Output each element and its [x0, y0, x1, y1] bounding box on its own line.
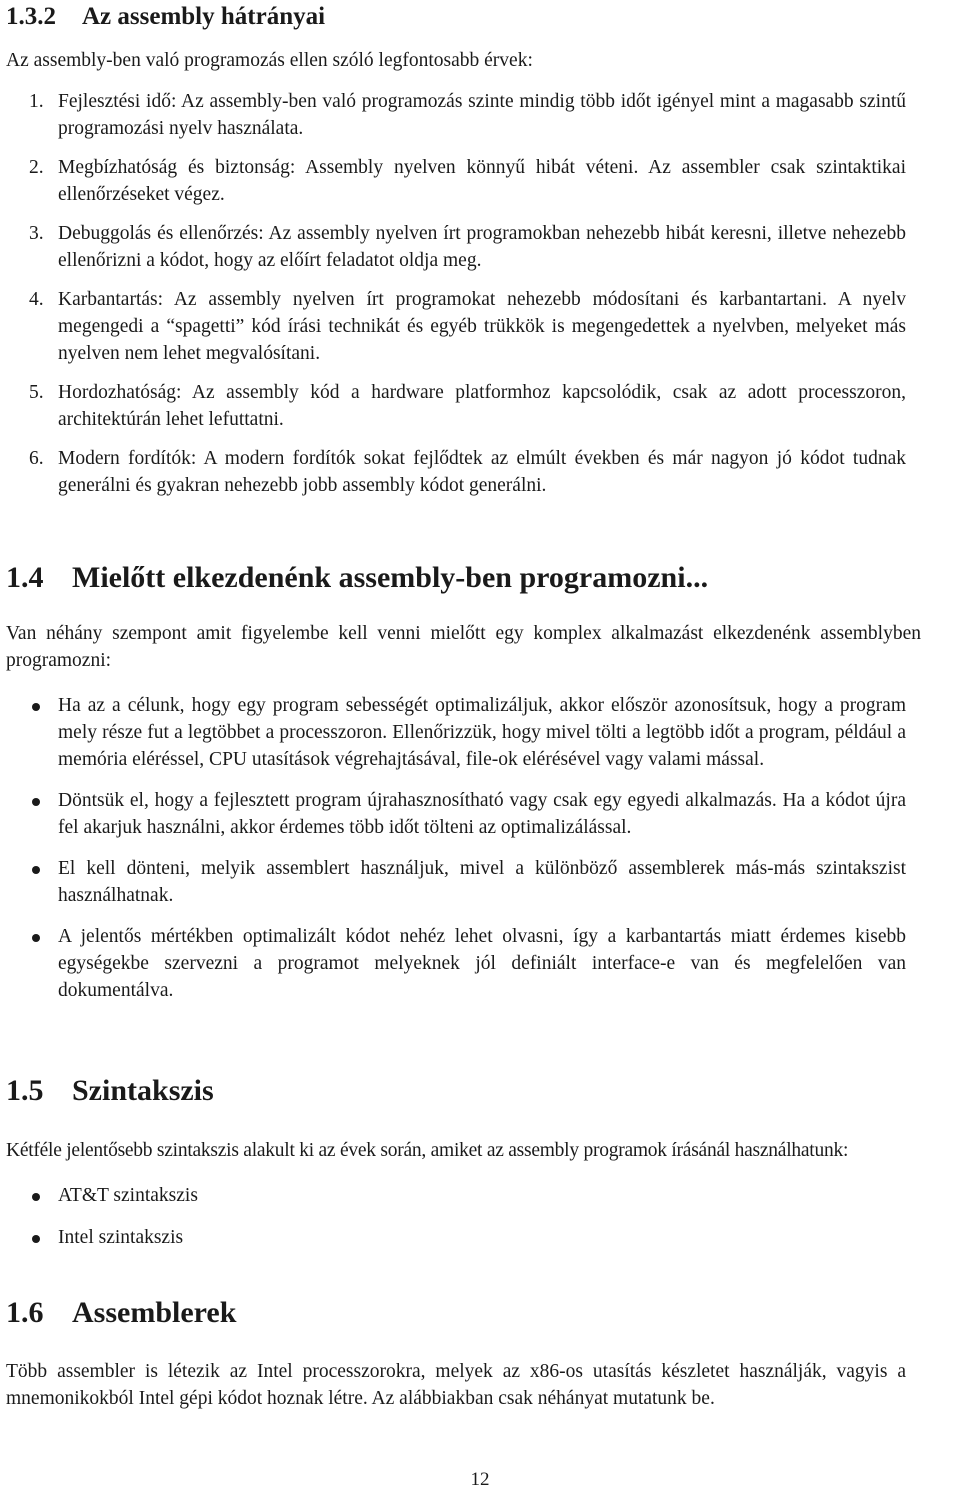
considerations-list	[6, 692, 906, 1004]
bullet-icon	[32, 798, 40, 806]
bullet-icon	[32, 866, 40, 874]
list-item: 4. Karbantartás: Az assembly nyelven írt programokat nehezebb módosítani és karbantartani. A nyelv megengedi a “spagetti” kód írási technikát és egyéb trükkök is megengedettek a nyelvben, melyeket más nyelven nem lehet megvalósítani.	[29, 289, 906, 364]
page-number: 12	[470, 1469, 490, 1490]
section-heading-1-4	[6, 560, 708, 596]
section-heading-1-6	[6, 1295, 236, 1331]
bullet-icon	[32, 934, 40, 942]
section-intro: Van néhány szempont amit figyelembe kell venni mielőtt egy komplex alkalmazást elkezdenénk assemblyben programozni:	[6, 623, 921, 671]
syntax-list	[6, 1182, 906, 1251]
section-number: 1.4	[6, 561, 44, 594]
section-heading-1-3-2	[6, 2, 325, 32]
section-title: Szintakszis	[72, 1074, 214, 1107]
list-item: 6. Modern fordítók: A modern fordítók sokat fejlődtek az elmúlt években és már nagyon jó kódot tudnak generálni és gyakran nehezebb jobb assembly kódot generálni.	[29, 448, 906, 496]
bullet-icon	[32, 1235, 40, 1243]
list-item: 5. Hordozhatóság: Az assembly kód a hardware platformhoz kapcsolódik, csak az adott processzoron, architektúrán lehet lefuttatni.	[29, 382, 906, 430]
section-intro: Az assembly-ben való programozás ellen szóló legfontosabb érvek:	[6, 50, 533, 71]
list-item: 2. Megbízhatóság és biztonság: Assembly nyelven könnyű hibát véteni. Az assembler csak szintaktikai ellenőrzéseket végez.	[29, 157, 906, 205]
list-item: A jelentős mértékben optimalizált kódot nehéz lehet olvasni, így a karbantartás miatt érdemes kisebb egységekbe szervezni a programot melyeknek jól definiált interface-e van és megfelelően van dokumentálva.	[6, 923, 906, 1004]
bullet-icon	[32, 1193, 40, 1201]
bullet-icon	[32, 703, 40, 711]
section-title: Assemblerek	[72, 1296, 237, 1329]
section-title: Az assembly hátrányai	[82, 3, 326, 30]
section-intro: Kétféle jelentősebb szintakszis alakult ki az évek során, amiket az assembly programok írásánál használhatunk:	[6, 1140, 849, 1161]
section-intro: Több assembler is létezik az Intel processzorokra, melyek az x86-os utasítás készletet használják, vagyis a mnemonikokból Intel gépi kódot hoznak létre. Az alábbiakban csak néhányat mutatunk be.	[6, 1361, 906, 1409]
list-item: 3. Debuggolás és ellenőrzés: Az assembly nyelven írt programokban nehezebb hibát keresni, illetve nehezebb ellenőrizni a kódot, hogy az előírt feladatot oldja meg.	[29, 223, 906, 271]
section-heading-1-5	[6, 1073, 214, 1109]
list-item: AT&T szintakszis	[6, 1182, 906, 1209]
list-item: El kell dönteni, melyik assemblert használjuk, mivel a különböző assemblerek más-más szintakszist használhatnak.	[6, 855, 906, 909]
disadvantages-list	[6, 88, 906, 499]
list-item: Döntsük el, hogy a fejlesztett program újrahasznosítható vagy csak egy egyedi alkalmazás. Ha a kódot újra fel akarjuk használni, akkor érdemes több időt tölteni az optimalizálással.	[6, 787, 906, 841]
section-title: Mielőtt elkezdenénk assembly-ben programozni...	[72, 561, 709, 594]
list-item: 1. Fejlesztési idő: Az assembly-ben való programozás szinte mindig több időt igényel mint a magasabb szintű programozási nyelv használata.	[29, 91, 906, 139]
section-number: 1.3.2	[6, 3, 56, 30]
list-item: Ha az a célunk, hogy egy program sebességét optimalizáljuk, akkor először azonosítsuk, hogy a program mely része fut a legtöbbet a processzoron. Ellenőrizzük, hogy mivel tölti a legtöbb időt a program, például a memória eléréssel, CPU utasítások végrehajtásával, file-ok elérésével vagy valami mással.	[6, 692, 906, 773]
section-number: 1.6	[6, 1296, 44, 1329]
list-item: Intel szintakszis	[6, 1224, 906, 1251]
section-number: 1.5	[6, 1074, 44, 1107]
